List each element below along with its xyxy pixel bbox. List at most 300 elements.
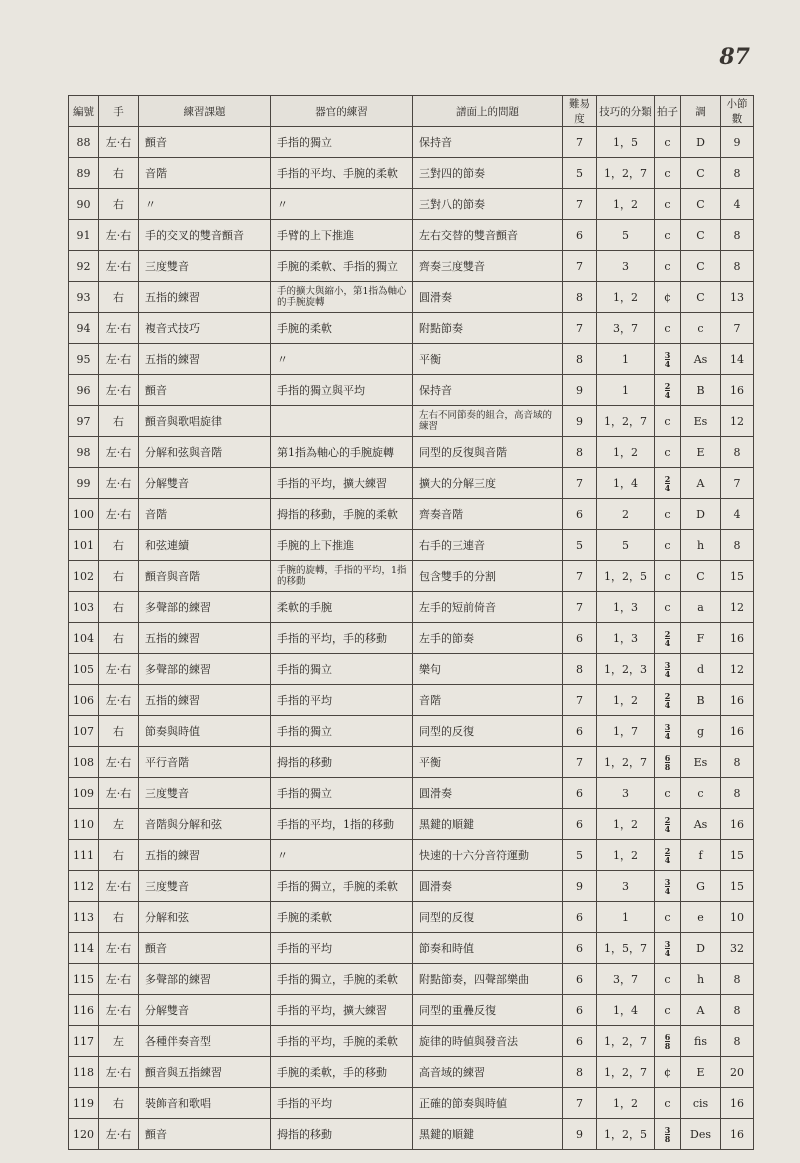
table-row — [69, 406, 754, 437]
cell-score: 正確的節奏與時値 — [413, 1088, 563, 1119]
cell-organ: 手指的平均，手腕的柔軟 — [271, 1026, 413, 1057]
cell-level: 7 — [563, 251, 597, 282]
page-number: 87 — [719, 44, 750, 70]
cell-topic: 手的交叉的雙音顫音 — [139, 220, 271, 251]
cell-hand: 左·右 — [99, 1119, 139, 1150]
cell-no: 90 — [69, 189, 99, 220]
cell-key: C — [681, 158, 721, 189]
cell-level: 6 — [563, 902, 597, 933]
cell-class: 1，7 — [597, 716, 655, 747]
time-signature: $\frac{3}{4}$ — [664, 876, 671, 896]
table-row — [69, 1119, 754, 1150]
cell-meter: c — [655, 902, 681, 933]
cell-level: 6 — [563, 623, 597, 654]
table-row — [69, 871, 754, 902]
cell-meter — [655, 1026, 681, 1057]
cell-topic: 顫音與歌唱旋律 — [139, 406, 271, 437]
cell-hand: 左·右 — [99, 251, 139, 282]
cell-no: 99 — [69, 468, 99, 499]
cell-topic: 分解和弦 — [139, 902, 271, 933]
table-header-row — [69, 96, 754, 127]
cell-meter — [655, 747, 681, 778]
cell-no: 120 — [69, 1119, 99, 1150]
cell-no: 112 — [69, 871, 99, 902]
cell-bars: 12 — [721, 654, 754, 685]
table-row — [69, 902, 754, 933]
cell-class: 1，2 — [597, 809, 655, 840]
cell-no: 116 — [69, 995, 99, 1026]
cell-class: 2 — [597, 499, 655, 530]
cell-organ: 拇指的移動，手腕的柔軟 — [271, 499, 413, 530]
cell-bars: 16 — [721, 716, 754, 747]
table-row — [69, 344, 754, 375]
cell-meter — [655, 468, 681, 499]
cell-meter — [655, 344, 681, 375]
cell-bars: 8 — [721, 995, 754, 1026]
cell-key: E — [681, 437, 721, 468]
cell-organ: 手指的平均，手的移動 — [271, 623, 413, 654]
cell-meter: c — [655, 778, 681, 809]
table-row — [69, 933, 754, 964]
cell-bars: 8 — [721, 158, 754, 189]
cell-meter: c — [655, 530, 681, 561]
cell-hand: 左·右 — [99, 747, 139, 778]
cell-class: 3 — [597, 871, 655, 902]
cell-hand: 左·右 — [99, 220, 139, 251]
cell-topic: 複音式技巧 — [139, 313, 271, 344]
cell-level: 7 — [563, 127, 597, 158]
cell-topic: 分解和弦與音階 — [139, 437, 271, 468]
cell-key: C — [681, 189, 721, 220]
cell-bars: 4 — [721, 189, 754, 220]
cell-no: 89 — [69, 158, 99, 189]
etude-table — [68, 95, 754, 1150]
cell-score: 黑鍵的順鍵 — [413, 1119, 563, 1150]
cell-organ: 手腕的柔軟 — [271, 902, 413, 933]
header-bars: 小節數 — [721, 96, 754, 127]
cell-meter: c — [655, 1088, 681, 1119]
cell-score: 同型的重疊反復 — [413, 995, 563, 1026]
cell-bars: 8 — [721, 747, 754, 778]
cell-class: 1，2 — [597, 189, 655, 220]
table-body — [69, 127, 754, 1150]
cell-bars: 16 — [721, 809, 754, 840]
cell-key: h — [681, 964, 721, 995]
cell-score: 音階 — [413, 685, 563, 716]
cell-hand: 左·右 — [99, 685, 139, 716]
table-row — [69, 964, 754, 995]
cell-hand: 左·右 — [99, 313, 139, 344]
cell-level: 5 — [563, 158, 597, 189]
cell-key: a — [681, 592, 721, 623]
cell-class: 1，2 — [597, 685, 655, 716]
cell-organ: 手指的獨立 — [271, 716, 413, 747]
cell-key: C — [681, 282, 721, 313]
cell-meter — [655, 685, 681, 716]
time-signature: $\frac{6}{8}$ — [664, 1031, 671, 1051]
cell-class: 1，2，7 — [597, 1057, 655, 1088]
cell-no: 119 — [69, 1088, 99, 1119]
cell-no: 93 — [69, 282, 99, 313]
cell-key: B — [681, 685, 721, 716]
cell-hand: 右 — [99, 1088, 139, 1119]
cell-class: 1，2，7 — [597, 158, 655, 189]
cell-no: 96 — [69, 375, 99, 406]
cell-level: 5 — [563, 840, 597, 871]
cell-no: 107 — [69, 716, 99, 747]
cell-score: 左右不同節奏的組合，高音域的練習 — [413, 406, 563, 437]
cell-level: 9 — [563, 1119, 597, 1150]
cell-no: 100 — [69, 499, 99, 530]
cell-level: 6 — [563, 1026, 597, 1057]
cell-organ: 手腕的旋轉，手指的平均，1指的移動 — [271, 561, 413, 592]
table-row — [69, 561, 754, 592]
cell-level: 7 — [563, 561, 597, 592]
cell-organ: 拇指的移動 — [271, 747, 413, 778]
cell-no: 114 — [69, 933, 99, 964]
cell-hand: 右 — [99, 530, 139, 561]
cell-key: f — [681, 840, 721, 871]
cell-score: 平衡 — [413, 344, 563, 375]
cell-score: 齊奏音階 — [413, 499, 563, 530]
cell-bars: 15 — [721, 840, 754, 871]
cell-score: 保持音 — [413, 375, 563, 406]
cell-key: g — [681, 716, 721, 747]
cell-key: B — [681, 375, 721, 406]
cell-key: As — [681, 809, 721, 840]
cell-key: Des — [681, 1119, 721, 1150]
cell-hand: 右 — [99, 716, 139, 747]
table-row — [69, 499, 754, 530]
cell-no: 108 — [69, 747, 99, 778]
cell-bars: 8 — [721, 964, 754, 995]
cell-organ: 手的擴大與縮小，第1指為軸心的手腕旋轉 — [271, 282, 413, 313]
cell-topic: 顫音與五指練習 — [139, 1057, 271, 1088]
cell-class: 5 — [597, 530, 655, 561]
cell-class: 1，5，7 — [597, 933, 655, 964]
cell-meter: c — [655, 592, 681, 623]
cell-key: C — [681, 220, 721, 251]
cell-organ: 〃 — [271, 840, 413, 871]
cell-topic: 音階 — [139, 499, 271, 530]
cell-hand: 左·右 — [99, 468, 139, 499]
cell-organ: 手腕的柔軟、手指的獨立 — [271, 251, 413, 282]
cell-bars: 15 — [721, 561, 754, 592]
table-row — [69, 1088, 754, 1119]
table-row — [69, 840, 754, 871]
cell-score: 右手的三連音 — [413, 530, 563, 561]
cell-hand: 右 — [99, 902, 139, 933]
cell-meter — [655, 1119, 681, 1150]
cell-level: 7 — [563, 189, 597, 220]
table-row — [69, 654, 754, 685]
cell-no: 111 — [69, 840, 99, 871]
time-signature: $\frac{2}{4}$ — [664, 690, 671, 710]
cell-level: 6 — [563, 809, 597, 840]
cell-organ: 〃 — [271, 189, 413, 220]
cell-key: G — [681, 871, 721, 902]
time-signature: $\frac{2}{4}$ — [664, 814, 671, 834]
cell-hand: 左·右 — [99, 964, 139, 995]
cell-meter: ¢ — [655, 282, 681, 313]
time-signature: $\frac{3}{4}$ — [664, 349, 671, 369]
cell-topic: 多聲部的練習 — [139, 964, 271, 995]
cell-class: 1，2 — [597, 840, 655, 871]
cell-level: 6 — [563, 933, 597, 964]
cell-topic: 〃 — [139, 189, 271, 220]
cell-organ: 〃 — [271, 344, 413, 375]
cell-organ: 手臂的上下推進 — [271, 220, 413, 251]
cell-no: 97 — [69, 406, 99, 437]
cell-score: 圓滑奏 — [413, 282, 563, 313]
cell-class: 1，3 — [597, 623, 655, 654]
cell-bars: 16 — [721, 1088, 754, 1119]
header-meter: 拍子 — [655, 96, 681, 127]
cell-topic: 五指的練習 — [139, 623, 271, 654]
table-row — [69, 189, 754, 220]
cell-meter: c — [655, 406, 681, 437]
table-row — [69, 747, 754, 778]
cell-hand: 左 — [99, 809, 139, 840]
cell-hand: 左·右 — [99, 499, 139, 530]
cell-topic: 節奏與時值 — [139, 716, 271, 747]
cell-meter: c — [655, 158, 681, 189]
time-signature: $\frac{2}{4}$ — [664, 380, 671, 400]
table-row — [69, 1057, 754, 1088]
cell-level: 7 — [563, 685, 597, 716]
cell-no: 106 — [69, 685, 99, 716]
cell-level: 7 — [563, 313, 597, 344]
cell-topic: 多聲部的練習 — [139, 654, 271, 685]
cell-topic: 多聲部的練習 — [139, 592, 271, 623]
cell-level: 8 — [563, 282, 597, 313]
cell-class: 3，7 — [597, 313, 655, 344]
cell-score: 高音域的練習 — [413, 1057, 563, 1088]
cell-hand: 右 — [99, 623, 139, 654]
cell-key: C — [681, 251, 721, 282]
cell-organ: 手指的獨立，手腕的柔軟 — [271, 871, 413, 902]
cell-bars: 8 — [721, 437, 754, 468]
cell-bars: 8 — [721, 251, 754, 282]
cell-hand: 左·右 — [99, 871, 139, 902]
cell-organ: 手指的獨立 — [271, 654, 413, 685]
cell-key: D — [681, 127, 721, 158]
cell-topic: 和弦連續 — [139, 530, 271, 561]
table-row — [69, 220, 754, 251]
cell-bars: 7 — [721, 313, 754, 344]
cell-level: 6 — [563, 499, 597, 530]
cell-organ: 手指的平均，擴大練習 — [271, 995, 413, 1026]
cell-score: 包含雙手的分割 — [413, 561, 563, 592]
cell-key: C — [681, 561, 721, 592]
cell-meter: c — [655, 437, 681, 468]
cell-score: 保持音 — [413, 127, 563, 158]
cell-class: 1，2，5 — [597, 1119, 655, 1150]
cell-level: 7 — [563, 468, 597, 499]
cell-bars: 8 — [721, 778, 754, 809]
cell-hand: 右 — [99, 561, 139, 592]
cell-topic: 五指的練習 — [139, 685, 271, 716]
header-no: 編號 — [69, 96, 99, 127]
table-row — [69, 468, 754, 499]
cell-key: c — [681, 313, 721, 344]
cell-bars: 14 — [721, 344, 754, 375]
cell-meter: c — [655, 561, 681, 592]
cell-topic: 顫音 — [139, 933, 271, 964]
cell-score: 圓滑奏 — [413, 871, 563, 902]
cell-level: 8 — [563, 1057, 597, 1088]
cell-meter: c — [655, 189, 681, 220]
cell-hand: 左·右 — [99, 1057, 139, 1088]
cell-meter: c — [655, 251, 681, 282]
cell-level: 7 — [563, 747, 597, 778]
cell-score: 附點節奏，四聲部樂曲 — [413, 964, 563, 995]
cell-score: 同型的反復 — [413, 716, 563, 747]
cell-organ: 手腕的上下推進 — [271, 530, 413, 561]
cell-no: 94 — [69, 313, 99, 344]
cell-score: 附點節奏 — [413, 313, 563, 344]
cell-meter — [655, 809, 681, 840]
cell-level: 7 — [563, 1088, 597, 1119]
cell-no: 98 — [69, 437, 99, 468]
cell-class: 1，4 — [597, 468, 655, 499]
cell-hand: 左 — [99, 1026, 139, 1057]
cell-organ: 手指的平均 — [271, 933, 413, 964]
header-organ: 器官的練習 — [271, 96, 413, 127]
cell-no: 102 — [69, 561, 99, 592]
cell-topic: 五指的練習 — [139, 840, 271, 871]
cell-key: fis — [681, 1026, 721, 1057]
cell-score: 快速的十六分音符運動 — [413, 840, 563, 871]
time-signature: $\frac{2}{4}$ — [664, 473, 671, 493]
header-class: 技巧的分類 — [597, 96, 655, 127]
time-signature: $\frac{2}{4}$ — [664, 628, 671, 648]
cell-meter — [655, 871, 681, 902]
cell-class: 1，2 — [597, 437, 655, 468]
cell-key: Es — [681, 406, 721, 437]
cell-class: 3，7 — [597, 964, 655, 995]
cell-bars: 13 — [721, 282, 754, 313]
cell-hand: 左·右 — [99, 995, 139, 1026]
cell-bars: 8 — [721, 220, 754, 251]
cell-meter — [655, 623, 681, 654]
cell-meter: c — [655, 995, 681, 1026]
cell-meter: c — [655, 964, 681, 995]
table-row — [69, 623, 754, 654]
cell-class: 1，2，5 — [597, 561, 655, 592]
table-row — [69, 995, 754, 1026]
cell-no: 113 — [69, 902, 99, 933]
cell-score: 節奏和時值 — [413, 933, 563, 964]
cell-class: 1，3 — [597, 592, 655, 623]
cell-topic: 三度雙音 — [139, 871, 271, 902]
header-hand: 手 — [99, 96, 139, 127]
cell-topic: 平行音階 — [139, 747, 271, 778]
cell-class: 1，2 — [597, 1088, 655, 1119]
cell-score: 黑鍵的順鍵 — [413, 809, 563, 840]
cell-no: 110 — [69, 809, 99, 840]
cell-bars: 16 — [721, 1119, 754, 1150]
time-signature: $\frac{3}{8}$ — [664, 1124, 671, 1144]
cell-topic: 分解雙音 — [139, 468, 271, 499]
cell-class: 1 — [597, 344, 655, 375]
header-score: 譜面上的問題 — [413, 96, 563, 127]
cell-score: 齊奏三度雙音 — [413, 251, 563, 282]
cell-score: 三對八的節奏 — [413, 189, 563, 220]
cell-hand: 左·右 — [99, 933, 139, 964]
cell-class: 1，5 — [597, 127, 655, 158]
cell-organ: 拇指的移動 — [271, 1119, 413, 1150]
cell-key: D — [681, 499, 721, 530]
time-signature: $\frac{3}{4}$ — [664, 938, 671, 958]
time-signature: $\frac{6}{8}$ — [664, 752, 671, 772]
cell-class: 1，2，7 — [597, 406, 655, 437]
cell-topic: 顫音 — [139, 1119, 271, 1150]
cell-organ: 手指的平均 — [271, 1088, 413, 1119]
cell-meter: c — [655, 127, 681, 158]
cell-topic: 裝飾音和歌唱 — [139, 1088, 271, 1119]
cell-class: 3 — [597, 778, 655, 809]
cell-class: 1，2 — [597, 282, 655, 313]
table-row — [69, 158, 754, 189]
cell-hand: 右 — [99, 592, 139, 623]
cell-topic: 分解雙音 — [139, 995, 271, 1026]
cell-class: 5 — [597, 220, 655, 251]
cell-class: 1，2，7 — [597, 747, 655, 778]
cell-topic: 顫音 — [139, 127, 271, 158]
cell-key: d — [681, 654, 721, 685]
header-topic: 練習課題 — [139, 96, 271, 127]
cell-organ: 手指的獨立與平均 — [271, 375, 413, 406]
cell-level: 8 — [563, 654, 597, 685]
table-row — [69, 251, 754, 282]
cell-bars: 4 — [721, 499, 754, 530]
cell-key: A — [681, 995, 721, 1026]
cell-score: 三對四的節奏 — [413, 158, 563, 189]
cell-key: As — [681, 344, 721, 375]
cell-hand: 左·右 — [99, 344, 139, 375]
cell-bars: 7 — [721, 468, 754, 499]
cell-no: 88 — [69, 127, 99, 158]
cell-bars: 16 — [721, 685, 754, 716]
cell-no: 118 — [69, 1057, 99, 1088]
cell-class: 1，2，7 — [597, 1026, 655, 1057]
cell-level: 9 — [563, 871, 597, 902]
cell-no: 117 — [69, 1026, 99, 1057]
table-row — [69, 375, 754, 406]
header-level: 難易度 — [563, 96, 597, 127]
cell-key: D — [681, 933, 721, 964]
cell-class: 1 — [597, 902, 655, 933]
cell-level: 7 — [563, 592, 597, 623]
cell-key: F — [681, 623, 721, 654]
cell-class: 1，4 — [597, 995, 655, 1026]
cell-bars: 20 — [721, 1057, 754, 1088]
cell-no: 104 — [69, 623, 99, 654]
cell-organ: 手腕的柔軟 — [271, 313, 413, 344]
cell-hand: 右 — [99, 406, 139, 437]
cell-score: 圓滑奏 — [413, 778, 563, 809]
cell-hand: 右 — [99, 189, 139, 220]
cell-bars: 9 — [721, 127, 754, 158]
cell-hand: 左·右 — [99, 437, 139, 468]
table-row — [69, 778, 754, 809]
cell-meter: c — [655, 220, 681, 251]
cell-organ: 手指的獨立 — [271, 778, 413, 809]
cell-topic: 音階與分解和弦 — [139, 809, 271, 840]
table-row — [69, 809, 754, 840]
cell-no: 115 — [69, 964, 99, 995]
